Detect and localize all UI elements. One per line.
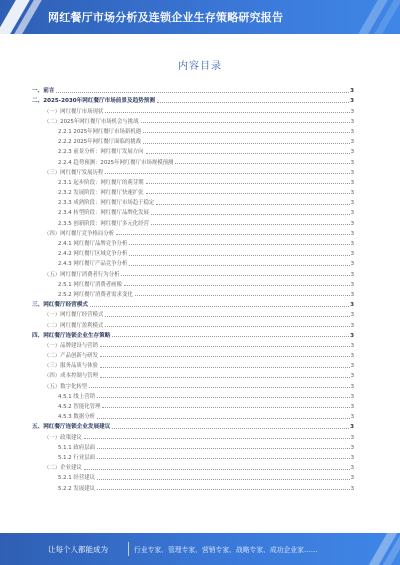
toc-entry-label: 2.4.2 网红餐厅区域竞争分析 <box>58 251 128 258</box>
toc-page-number: 3 <box>350 251 354 258</box>
toc-entry[interactable] <box>32 216 354 226</box>
toc-dot-leader <box>105 316 349 317</box>
toc-page-number: 3 <box>350 322 354 329</box>
toc-entry-label: （五）数字化转型 <box>44 383 88 390</box>
toc-dot-leader <box>157 102 349 103</box>
toc-page-number: 3 <box>350 190 354 197</box>
toc-entry[interactable] <box>32 369 354 379</box>
toc-entry-label: （一）政策建议 <box>44 434 82 441</box>
toc-entry[interactable] <box>32 410 354 420</box>
toc-entry-label: （二）2025年网红餐厅市场机会与挑战 <box>44 118 139 125</box>
toc-entry-label: （一）网红餐厅经营模式 <box>44 312 104 319</box>
toc-entry[interactable] <box>32 400 354 410</box>
toc-entry-label: 2.3.2 发展阶段：网红餐厅快速扩张 <box>58 190 144 197</box>
toc-dot-leader <box>129 255 349 256</box>
toc-page-number: 3 <box>350 271 354 278</box>
toc-entry-label: （一）品牌建设与营销 <box>44 342 98 349</box>
toc-page-number: 3 <box>350 353 354 360</box>
toc-entry[interactable] <box>32 84 354 94</box>
toc-page-number: 3 <box>350 108 354 115</box>
toc-entry-label: 2.5.1 网红餐厅消费者画像 <box>58 281 122 288</box>
toc-dot-leader <box>112 336 349 337</box>
toc-entry-label: 4.5.3 数据分析 <box>58 414 95 421</box>
toc-page-number: 3 <box>350 424 354 431</box>
toc-dot-leader <box>124 285 350 286</box>
toc-page-number: 3 <box>350 404 354 410</box>
toc-page-number: 3 <box>350 139 354 146</box>
toc-page-number: 3 <box>350 179 354 186</box>
toc-entry[interactable] <box>32 430 354 440</box>
toc-entry-label: 2.4.3 网红餐厅产品竞争分析 <box>58 261 128 268</box>
toc-dot-leader <box>146 153 350 154</box>
toc-dot-leader <box>105 326 349 327</box>
toc-entry-label: （二）网红餐厅盈利模式 <box>44 322 104 329</box>
toc-page-number: 3 <box>350 128 354 135</box>
toc-page-number: 3 <box>350 393 354 400</box>
toc-dot-leader <box>143 143 350 144</box>
toc-dot-leader <box>116 234 349 235</box>
toc-entry-label: （三）服务品质与体验 <box>44 363 98 370</box>
toc-entry[interactable] <box>32 471 354 481</box>
report-title: 网红餐厅市场分析及连锁企业生存策略研究报告 <box>48 11 284 24</box>
toc-entry[interactable] <box>32 451 354 461</box>
toc-entry[interactable] <box>32 227 354 237</box>
toc-entry[interactable] <box>32 278 354 288</box>
toc-page-number: 3 <box>350 332 354 339</box>
toc-entry-label: （四）成本控制与管理 <box>44 373 98 380</box>
toc-entry[interactable] <box>32 267 354 277</box>
toc-page-number: 3 <box>350 342 354 349</box>
toc-entry[interactable] <box>32 308 354 318</box>
toc-dot-leader <box>105 173 349 174</box>
toc-entry[interactable] <box>32 125 354 135</box>
toc-dot-leader <box>141 122 350 123</box>
toc-entry[interactable] <box>32 94 354 104</box>
toc-page-number: 3 <box>350 200 354 207</box>
toc-entry[interactable] <box>32 339 354 349</box>
toc-page-number: 3 <box>350 149 354 156</box>
toc-entry-label: 4.5.2 智能化管理 <box>58 404 101 410</box>
toc-page-number: 3 <box>350 159 354 166</box>
toc-page-number: 3 <box>350 98 354 105</box>
toc-entry[interactable] <box>32 166 354 176</box>
toc-page-number: 3 <box>350 220 354 227</box>
toc-dot-leader <box>97 479 350 480</box>
page-header-banner <box>0 0 400 34</box>
toc-entry[interactable] <box>32 155 354 165</box>
toc-dot-leader <box>100 356 350 357</box>
toc-dot-leader <box>100 377 350 378</box>
toc-entry[interactable] <box>32 186 354 196</box>
toc-dot-leader <box>84 469 350 470</box>
toc-entry[interactable] <box>32 441 354 451</box>
toc-entry-label: 2.3.4 转型阶段：网红餐厅品牌化发展 <box>58 210 149 217</box>
toc-page-number: 3 <box>350 88 354 95</box>
toc-page-number: 3 <box>350 414 354 421</box>
toc-page-number: 3 <box>350 210 354 217</box>
table-of-contents <box>32 84 354 492</box>
toc-entry[interactable] <box>32 390 354 400</box>
toc-entry-label: 三、网红餐厅经营模式 <box>32 302 88 309</box>
toc-entry[interactable] <box>32 420 354 430</box>
toc-page-number: 3 <box>350 454 354 461</box>
toc-entry[interactable] <box>32 145 354 155</box>
toc-entry[interactable] <box>32 481 354 491</box>
toc-dot-leader <box>146 183 350 184</box>
toc-dot-leader <box>129 265 349 266</box>
toc-entry-label: 5.2.1 经营建议 <box>58 475 95 482</box>
toc-entry[interactable] <box>32 237 354 247</box>
toc-entry-label: （五）网红餐厅消费者行为分析 <box>44 271 120 278</box>
toc-entry[interactable] <box>32 379 354 389</box>
toc-entry-label: 2.3.3 成熟阶段：网红餐厅市场趋于稳定 <box>58 200 155 207</box>
toc-page-number: 3 <box>350 291 354 298</box>
toc-entry[interactable] <box>32 257 354 267</box>
toc-dot-leader <box>112 428 349 429</box>
toc-dot-leader <box>90 306 349 307</box>
toc-dot-leader <box>105 112 349 113</box>
toc-entry-label: 2.4.1 网红餐厅品牌竞争分析 <box>58 241 128 247</box>
toc-entry[interactable] <box>32 176 354 186</box>
toc-page-number: 3 <box>350 281 354 288</box>
toc-entry[interactable] <box>32 135 354 145</box>
toc-entry-label: 4.5.1 线上营销 <box>58 393 95 400</box>
toc-page-number: 3 <box>350 465 354 472</box>
toc-dot-leader <box>102 407 349 408</box>
toc-page-number: 3 <box>350 302 354 309</box>
toc-entry[interactable] <box>32 115 354 125</box>
toc-page-number: 3 <box>350 485 354 492</box>
toc-entry[interactable] <box>32 247 354 257</box>
toc-entry[interactable] <box>32 288 354 298</box>
toc-entry[interactable] <box>32 349 354 359</box>
toc-dot-leader <box>97 458 350 459</box>
toc-page-number: 3 <box>350 434 354 441</box>
toc-dot-leader <box>97 397 350 398</box>
toc-dot-leader <box>100 367 350 368</box>
toc-entry[interactable] <box>32 104 354 114</box>
toc-entry[interactable] <box>32 329 354 339</box>
toc-entry-label: 2.5.2 网红餐厅消费者需求变化 <box>58 291 133 298</box>
toc-dot-leader <box>129 244 349 245</box>
toc-entry-label: 5.2.2 发展建议 <box>58 485 95 492</box>
toc-page-number: 3 <box>350 230 354 237</box>
page-footer-banner <box>0 533 400 565</box>
toc-dot-leader <box>151 224 350 225</box>
toc-entry-label: 5.1.2 行业层面 <box>58 454 95 461</box>
toc-entry-label: 2.2.3 前景分析：网红餐厅发展方向 <box>58 149 144 156</box>
toc-entry-label: 五、网红餐厅连锁企业发展建议 <box>32 424 111 431</box>
toc-page-number: 3 <box>350 169 354 176</box>
toc-entry-label: （三）网红餐厅发展历程 <box>44 169 104 176</box>
toc-entry-label: 2.3.5 创新阶段：网红餐厅多元化经营 <box>58 220 149 227</box>
toc-page-number: 3 <box>350 373 354 380</box>
toc-page-number: 3 <box>350 444 354 451</box>
toc-page-number: 3 <box>350 475 354 482</box>
toc-page-number: 3 <box>350 261 354 268</box>
toc-dot-leader <box>97 418 350 419</box>
toc-entry-label: （四）网红餐厅竞争格局分析 <box>44 230 115 237</box>
toc-dot-leader <box>156 204 349 205</box>
toc-entry[interactable] <box>32 359 354 369</box>
toc-dot-leader <box>146 193 350 194</box>
toc-dot-leader <box>97 448 350 449</box>
toc-entry-label: 2.2.2 2025年网红餐厅面临的挑战 <box>58 139 142 146</box>
toc-entry-label: （一）网红餐厅市场现状 <box>44 108 104 115</box>
toc-page-number: 3 <box>350 312 354 319</box>
toc-dot-leader <box>121 275 349 276</box>
toc-dot-leader <box>100 346 350 347</box>
toc-entry[interactable] <box>32 196 354 206</box>
toc-dot-leader <box>89 387 349 388</box>
toc-entry-label: 四、网红餐厅连锁企业生存策略 <box>32 332 111 339</box>
toc-entry-label: 一、前言 <box>32 88 55 95</box>
toc-entry-label: （二）产品创新与研发 <box>44 353 98 360</box>
toc-page-number: 3 <box>350 118 354 125</box>
footer-divider <box>128 542 129 556</box>
toc-page-number: 3 <box>350 383 354 390</box>
toc-page-number: 3 <box>350 363 354 370</box>
toc-dot-leader <box>135 295 350 296</box>
toc-dot-leader <box>84 438 350 439</box>
toc-entry[interactable] <box>32 298 354 308</box>
toc-entry-label: 2.3.1 起步阶段：网红餐厅的萌芽期 <box>58 179 144 186</box>
toc-entry-label: 2.2.4 趋势预测：2025年网红餐厅市场规模预测 <box>58 159 174 166</box>
toc-page-number: 3 <box>350 241 354 247</box>
toc-heading: 内容目录 <box>178 61 222 72</box>
toc-dot-leader <box>97 489 350 490</box>
footer-tagline: 行业专家、管理专家、营销专家、战略专家、成功企业家…… <box>134 546 318 554</box>
toc-dot-leader <box>175 163 349 164</box>
toc-entry-label: （二）企业建议 <box>44 465 82 472</box>
toc-entry-label: 二、2025-2030年网红餐厅市场前景及趋势预测 <box>32 98 155 105</box>
toc-entry-label: 5.1.1 政府层面 <box>58 444 95 451</box>
toc-dot-leader <box>143 132 350 133</box>
toc-entry[interactable] <box>32 461 354 471</box>
footer-slogan: 让每个人都能成为 <box>48 545 108 554</box>
toc-dot-leader <box>151 214 350 215</box>
toc-dot-leader <box>56 92 349 93</box>
toc-entry-label: 2.2.1 2025年网红餐厅市场新机遇 <box>58 128 142 135</box>
toc-entry[interactable] <box>32 318 354 328</box>
toc-entry[interactable] <box>32 206 354 216</box>
